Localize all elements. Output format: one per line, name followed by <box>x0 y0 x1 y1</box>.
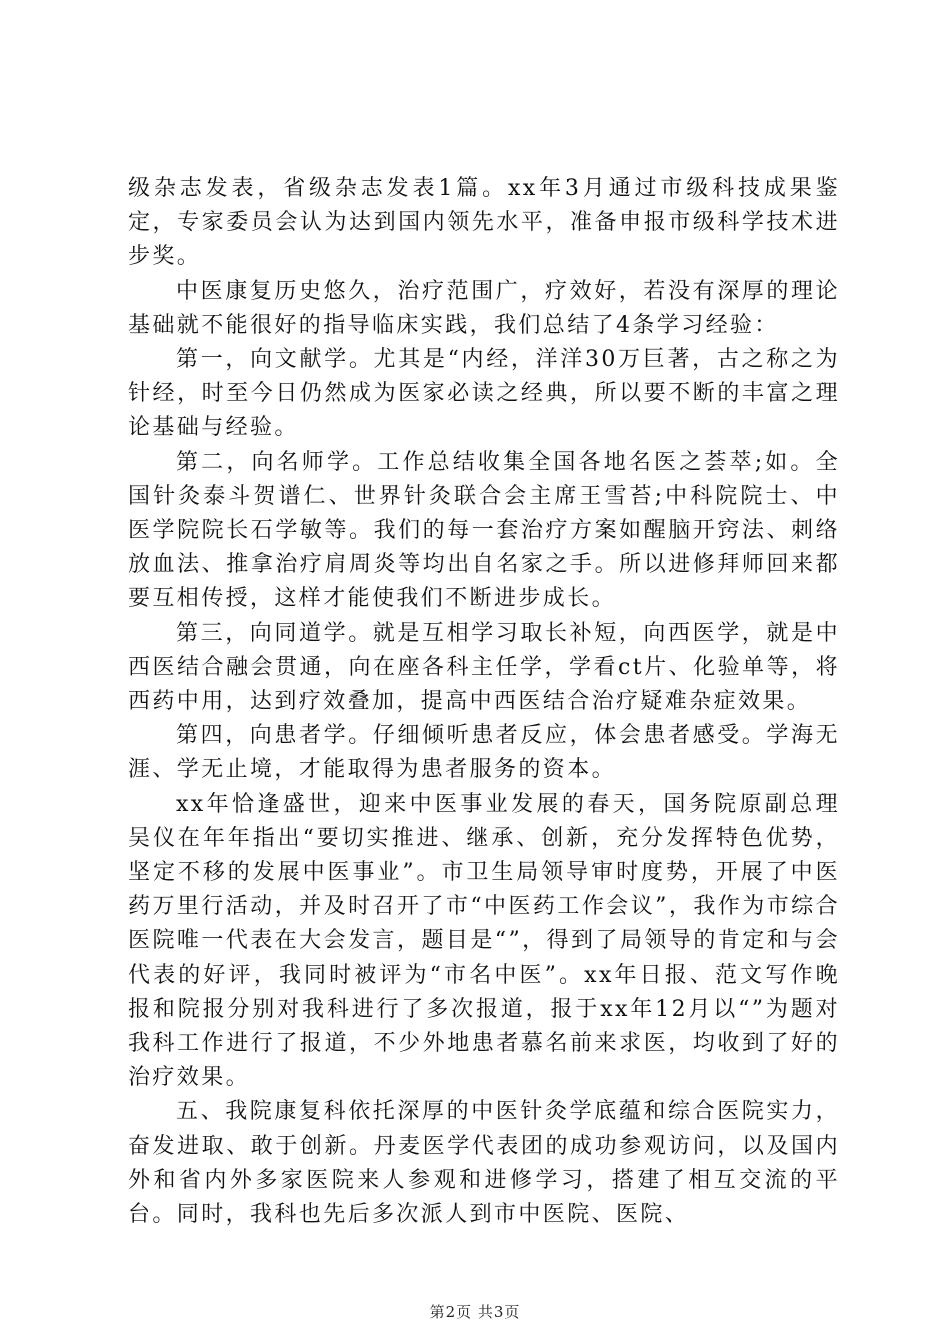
paragraph-5: 第三，向同道学。就是互相学习取长补短，向西医学，就是中西医结合融会贯通，向在座各科主任学，学看ct片、化验单等，将西药中用，达到疗效叠加，提高中西医结合治疗疑难杂症效果。 <box>128 620 840 715</box>
paragraph-4: 第二，向名师学。工作总结收集全国各地名医之荟萃;如。全国针灸泰斗贺谱仁、世界针灸联合会主席王雪苔;中科院院士、中医学院院长石学敏等。我们的每一套治疗方案如醒脑开窍法、刺络放血法、推拿治疗肩周炎等均出自名家之手。所以进修拜师回来都要互相传授，这样才能使我们不断进步成长。 <box>128 449 840 612</box>
paragraph-7: xx年恰逢盛世，迎来中医事业发展的春天，国务院原副总理吴仪在年年指出“要切实推进、继承、创新，充分发挥特色优势，坚定不移的发展中医事业”。市卫生局领导审时度势，开展了中医药万里行活动，并及时召开了市“中医药工作会议”，我作为市综合医院唯一代表在大会发言，题目是“”，得到了局领导的肯定和与会代表的好评，我同时被评为“市名中医”。xx年日报、范文写作晚报和院报分别对我科进行了多次报道，报于xx年12月以“”为题对我科工作进行了报道，不少外地患者慕名前来求医，均收到了好的治疗效果。 <box>128 791 840 1091</box>
paragraph-6: 第四，向患者学。仔细倾听患者反应，体会患者感受。学海无涯、学无止境，才能取得为患者服务的资本。 <box>128 723 840 783</box>
page-number-label: 第2页 共3页 <box>429 1303 521 1321</box>
document-body <box>128 172 840 1232</box>
paragraph-8: 五、我院康复科依托深厚的中医针灸学底蕴和综合医院实力，奋发进取、敢于创新。丹麦医学代表团的成功参观访问，以及国内外和省内外多家医院来人参观和进修学习，搭建了相互交流的平台。同时，我科也先后多次派人到市中医院、医院、 <box>128 1099 840 1228</box>
page-footer <box>0 1302 950 1322</box>
paragraph-1: 级杂志发表，省级杂志发表1篇。xx年3月通过市级科技成果鉴定，专家委员会认为达到国内领先水平，准备申报市级科学技术进步奖。 <box>128 176 840 270</box>
paragraph-2: 中医康复历史悠久，治疗范围广，疗效好，若没有深厚的理论基础就不能很好的指导临床实践，我们总结了4条学习经验： <box>128 278 840 338</box>
paragraph-3: 第一，向文献学。尤其是“内经，洋洋30万巨著，古之称之为针经，时至今日仍然成为医家必读之经典，所以要不断的丰富之理论基础与经验。 <box>128 347 840 441</box>
